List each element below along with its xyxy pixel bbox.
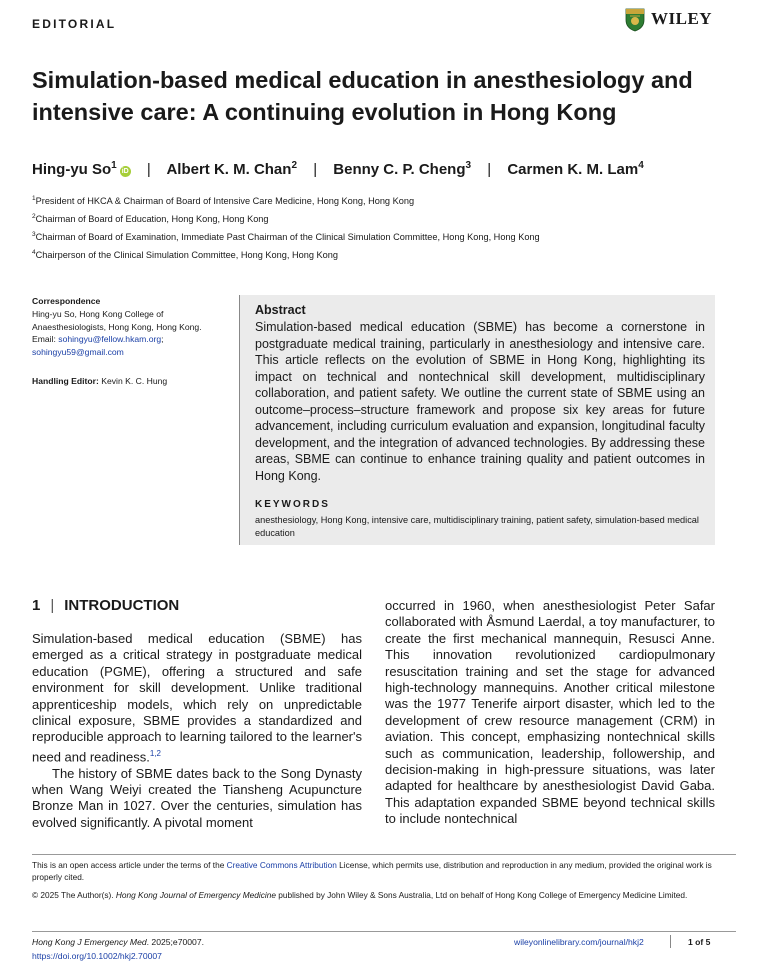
section-title: INTRODUCTION bbox=[64, 597, 180, 614]
paragraph: The history of SBME dates back to the Song Dynasty when Wang Weiyi created the Tiansheng Acupuncture Bronze Man in 1027. Over the centuries, simulation has evolved significantly. A pivotal moment bbox=[32, 765, 362, 830]
page-number: 1 of 5 bbox=[688, 937, 711, 947]
correspondence-line: Hing-yu So, Hong Kong College of bbox=[32, 308, 164, 319]
license-link[interactable]: Creative Commons Attribution bbox=[226, 860, 337, 870]
reference-link[interactable]: 1,2 bbox=[149, 748, 161, 758]
author-separator: | bbox=[313, 161, 318, 178]
author-affil-sup: 1 bbox=[111, 160, 117, 171]
footer-citation: Hong Kong J Emergency Med. 2025;e70007. bbox=[32, 937, 205, 947]
author-separator: | bbox=[487, 161, 492, 178]
paragraph: occurred in 1960, when anesthesiologist Peter Safar collaborated with Åsmund Laerdal, a toy manufacturer, to create the first mechanical mannequin, Resusci Anne. This innovation revolutionized cardiopulmonary resuscitation training and set the stage for advanced high-technology mannequins. Another critical milestone was the 1977 Tenerife airport disaster, which led to the development of crew resource management (CRM) in aviation. This concept, emphasizing nontechnical skills such as communication, leadership, followership, and decision-making in high-pressure situations, was later adapted for healthcare by anesthesiologist David Gaba. This adaptation expanded SBME beyond technical skills to include nontechnical bbox=[385, 598, 715, 827]
article-title: Simulation-based medical education in anesthesiology and intensive care: A continuing evolution in Hong Kong bbox=[32, 67, 693, 125]
author-list bbox=[32, 160, 644, 178]
email-link[interactable]: sohingyu@fellow.hkam.org bbox=[58, 334, 162, 345]
body-column-left bbox=[32, 631, 362, 831]
handling-editor-label: Handling Editor: bbox=[32, 376, 99, 386]
abstract-heading: Abstract bbox=[255, 303, 306, 317]
section-heading bbox=[32, 597, 179, 614]
article-type-label: EDITORIAL bbox=[32, 17, 117, 31]
journal-name: Hong Kong Journal of Emergency Medicine bbox=[115, 890, 276, 900]
affiliation: $^4$Chairperson of the Clinical Simulation Committee, Hong Kong, Hong Kong bbox=[32, 249, 338, 261]
correspondence-heading: Correspondence bbox=[32, 296, 101, 306]
affiliation: $^1$President of HKCA & Chairman of Board of Intensive Care Medicine, Hong Kong, Hong Kong bbox=[32, 195, 415, 207]
keywords-heading: KEYWORDS bbox=[255, 499, 330, 510]
author-separator: | bbox=[146, 161, 151, 178]
author-name[interactable]: Benny C. P. Cheng bbox=[333, 161, 466, 178]
copyright-notice: © 2025 The Author(s). Hong Kong Journal of Emergency Medicine published by John Wiley & Sons Australia, Ltd on behalf of Hong Kong College of Emergency Medicine Limited. bbox=[32, 890, 688, 900]
author-affil-sup: 2 bbox=[291, 160, 298, 171]
publisher-name: WILEY bbox=[651, 9, 713, 28]
handling-editor-name: Kevin K. C. Hung bbox=[101, 376, 168, 386]
email-link[interactable]: sohingyu59@gmail.com bbox=[32, 347, 124, 358]
footer-divider bbox=[32, 931, 736, 932]
publisher-logo[interactable] bbox=[624, 6, 712, 32]
abstract-text: Simulation-based medical education (SBME) has become a cornerstone in postgraduate medical training, particularly in anesthesiology and intensive care. This article reflects on the evolution of SBME in Hong Kong, highlighting its impact on technical and nontechnical skill development, multidisciplinary collaboration, and patient safety. We outline the current state of SBME using an outcome–process–structure framework and propose six key areas for future advancement, including curriculum evaluation and expansion, longitudinal faculty development, and the integration of advanced technologies. By addressing these areas, SBME can continue to enhance training quality and patient outcomes in Hong Kong. bbox=[255, 320, 705, 483]
correspondence-block: Correspondence Hing-yu So, Hong Kong College of Anaesthesiologists, Hong Kong, Hong Kong. Email: sohingyu@fellow.hkam.org; sohingyu59@gmail.com bbox=[32, 295, 232, 359]
orcid-icon[interactable]: iD bbox=[121, 168, 129, 175]
keywords-text: anesthesiology, Hong Kong, intensive care, multidisciplinary training, patient safety, simulation-based medical education bbox=[255, 515, 699, 538]
footer-divider bbox=[32, 854, 736, 855]
doi-link[interactable]: https://doi.org/10.1002/hkj2.70007 bbox=[32, 951, 162, 961]
footer-separator bbox=[670, 935, 671, 948]
author-name[interactable]: Albert K. M. Chan bbox=[166, 161, 292, 178]
email-label: Email: bbox=[32, 334, 56, 345]
paragraph: Simulation-based medical education (SBME) has emerged as a critical strategy in postgraduate medical education (PGME), offering a structured and safe environment for skill development. Unlike traditional apprenticeship models, which rely on unpredictable clinical exposure, SBME provides a standardized and reproducible approach to learning tailored to the learner's need and readiness.$^{1,2}$ bbox=[32, 631, 362, 765]
section-separator: | bbox=[50, 597, 55, 614]
author-name[interactable]: Carmen K. M. Lam bbox=[507, 161, 639, 178]
handling-editor bbox=[32, 376, 167, 386]
correspondence-line: Anaesthesiologists, Hong Kong, Hong Kong. bbox=[32, 321, 202, 332]
author-affil-sup: 4 bbox=[638, 160, 644, 171]
author-affil-sup: 3 bbox=[465, 160, 472, 171]
license-notice: This is an open access article under the terms of the Creative Commons Attribution License, which permits use, distribution and reproduction in any medium, provided the original work is properly cited. bbox=[32, 860, 712, 882]
body-column-right bbox=[385, 598, 715, 828]
journal-url-link[interactable]: wileyonlinelibrary.com/journal/hkj2 bbox=[514, 937, 644, 947]
affiliation: $^3$Chairman of Board of Examination, Immediate Past Chairman of the Clinical Simulation Committee, Hong Kong, Hong Kong bbox=[32, 231, 540, 243]
wiley-crest-icon bbox=[624, 6, 646, 32]
author-name[interactable]: Hing-yu So bbox=[32, 161, 112, 178]
section-number: 1 bbox=[32, 597, 41, 614]
affiliation: $^2$Chairman of Board of Education, Hong Kong, Hong Kong bbox=[32, 213, 269, 225]
